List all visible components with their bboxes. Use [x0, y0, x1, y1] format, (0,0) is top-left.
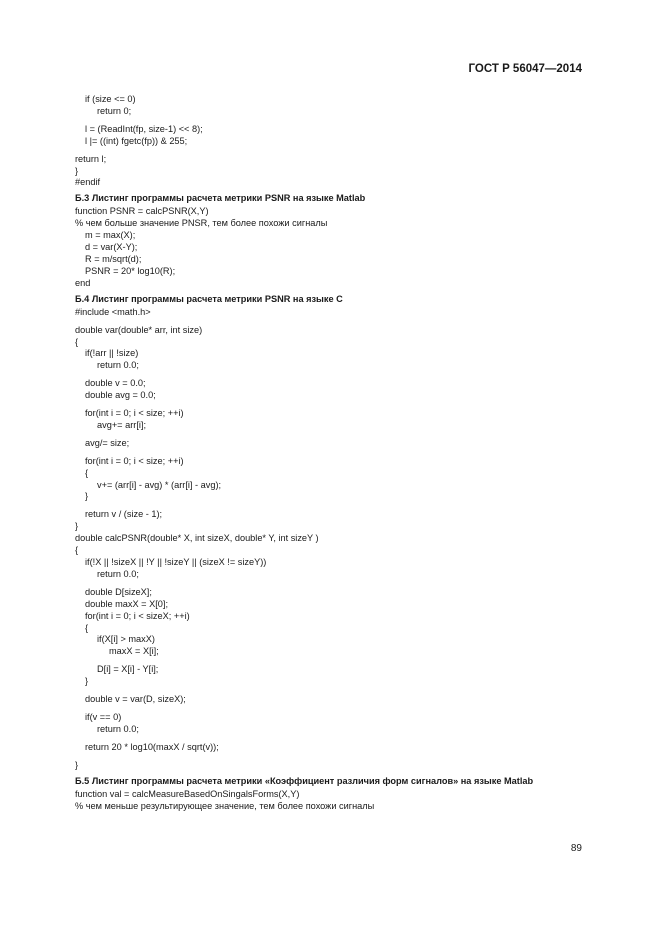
code-line: #include <math.h>: [75, 306, 151, 317]
code-line: }: [75, 759, 79, 770]
code-line: if (size <= 0): [85, 94, 136, 104]
code-line: double v = var(D, sizeX);: [85, 694, 186, 705]
code-line: % чем меньше результирующее значение, тем более похожи сигналы: [75, 800, 375, 811]
code-line: function val = calcMeasureBasedOnSingalsForms(X,Y): [75, 788, 300, 799]
code-line: return 0.0;: [97, 568, 139, 579]
code-line: if(!X || !sizeX || !Y || !sizeY || (sizeX != sizeY)): [85, 557, 267, 567]
code-line: double var(double* arr, int size): [75, 324, 203, 335]
code-line: }: [75, 165, 79, 176]
code-line: avg/= size;: [85, 437, 130, 448]
code-line: v+= (arr[i] - avg) * (arr[i] - avg);: [97, 479, 222, 490]
code-line: double maxX = X[0];: [85, 598, 168, 609]
code-line: {: [85, 622, 89, 633]
code-line: return 20 * log10(maxX / sqrt(v));: [85, 741, 219, 752]
code-line: return 0.0;: [97, 360, 139, 371]
code-line: d = var(X-Y);: [85, 242, 138, 253]
code-line: if(!arr || !size): [85, 348, 139, 359]
code-line: double calcPSNR(double* X, int sizeX, double* Y, int sizeY ): [75, 533, 319, 544]
code-line: if(X[i] > maxX): [97, 634, 155, 645]
code-line: double D[sizeX];: [85, 586, 152, 597]
section-heading: Б.3 Листинг программы расчета метрики PSNR на языке Matlab: [75, 193, 366, 204]
code-line: for(int i = 0; i < size; ++i): [85, 455, 184, 466]
code-line: R = m/sqrt(d);: [85, 253, 142, 264]
code-line: function PSNR = calcPSNR(X,Y): [75, 206, 209, 217]
code-listing-body: [75, 94, 595, 812]
code-line: }: [85, 676, 89, 687]
code-line: l = (ReadInt(fp, size-1) << 8);: [85, 123, 203, 134]
code-line: return l;: [75, 153, 107, 164]
code-line: double avg = 0.0;: [85, 390, 156, 401]
code-line: m = max(X);: [85, 230, 136, 241]
code-line: }: [75, 521, 79, 532]
code-line: }: [85, 491, 89, 502]
code-line: PSNR = 20* log10(R);: [85, 265, 176, 276]
code-line: {: [85, 467, 89, 478]
code-line: {: [75, 545, 79, 556]
code-line: for(int i = 0; i < sizeX; ++i): [85, 610, 190, 621]
page-number: 89: [570, 843, 582, 854]
code-line: % чем больше значение PNSR, тем более похожи сигналы: [75, 218, 328, 229]
code-line: return 0.0;: [97, 723, 139, 734]
code-line: D[i] = X[i] - Y[i];: [97, 664, 159, 675]
code-line: end: [75, 277, 91, 288]
code-line: return 0;: [97, 105, 132, 116]
code-line: if(v == 0): [85, 711, 122, 722]
code-line: l |= ((int) fgetc(fp)) & 255;: [85, 135, 188, 146]
section-heading: Б.5 Листинг программы расчета метрики «Коэффициент различия форм сигналов» на языке Matlab: [75, 775, 534, 786]
code-line: for(int i = 0; i < size; ++i): [85, 408, 184, 419]
code-line: return v / (size - 1);: [85, 509, 163, 520]
code-line: double v = 0.0;: [85, 378, 146, 389]
code-line: #endif: [75, 177, 101, 188]
document-standard-header: ГОСТ Р 56047—2014: [468, 63, 582, 75]
section-heading: Б.4 Листинг программы расчета метрики PSNR на языке С: [75, 293, 343, 304]
code-line: {: [75, 336, 79, 347]
code-line: avg+= arr[i];: [97, 419, 147, 430]
code-line: maxX = X[i];: [109, 646, 159, 657]
